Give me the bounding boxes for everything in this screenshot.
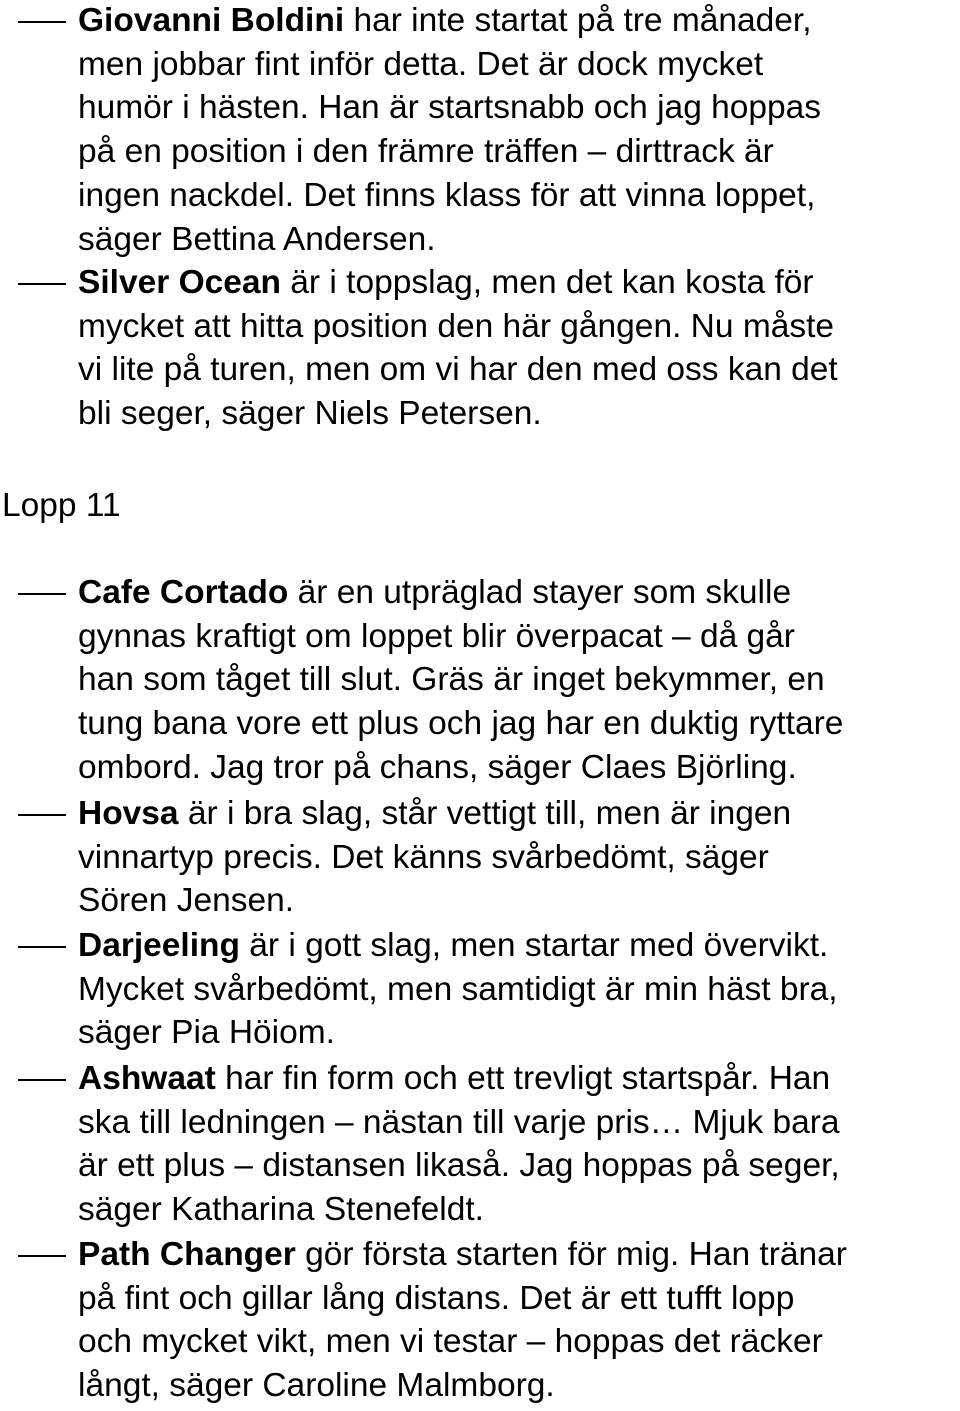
comment-line: långt, säger Caroline Malmborg. <box>78 1367 555 1405</box>
comment-line: Giovanni Boldini har inte startat på tre månader, <box>78 2 812 39</box>
comment-line: säger Bettina Andersen. <box>78 220 436 258</box>
comment-line: säger Pia Höiom. <box>78 1014 335 1052</box>
comment-line: vinnartyp precis. Det känns svårbedömt, säger <box>78 838 769 876</box>
comment-text <box>78 0 958 261</box>
comment-line: ombord. Jag tror på chans, säger Claes Björling. <box>78 748 797 786</box>
horse-name: Darjeeling <box>78 927 240 964</box>
comment-line: säger Katharina Stenefeldt. <box>78 1191 484 1229</box>
comment-line: på fint och gillar lång distans. Det är ett tufft lopp <box>78 1279 795 1317</box>
comment-line: mycket att hitta position den här gången. Nu måste <box>78 307 835 345</box>
horse-name: Cafe Cortado <box>78 574 289 611</box>
comment-line: vi lite på turen, men om vi har den med oss kan det <box>78 351 838 389</box>
comment-line: humör i hästen. Han är startsnabb och jag hoppas <box>78 89 822 127</box>
comment-line: Sören Jensen. <box>78 882 295 920</box>
comment-text <box>78 924 958 1055</box>
comment-line: gynnas kraftigt om loppet blir överpacat – då går <box>78 617 795 655</box>
comment-text <box>78 1057 958 1232</box>
horse-name: Ashwaat <box>78 1060 216 1097</box>
comment-line: Cafe Cortado är en utpräglad stayer som skulle <box>78 574 792 611</box>
comment-line: ska till ledningen – nästan till varje pris… Mjuk bara <box>78 1103 840 1141</box>
comment-line: tung bana vore ett plus och jag har en duktig ryttare <box>78 705 844 743</box>
comment-line: men jobbar fint inför detta. Det är dock mycket <box>78 45 764 83</box>
comment-text <box>78 792 958 923</box>
comment-line: Mycket svårbedömt, men samtidigt är min häst bra, <box>78 970 838 1008</box>
horse-name: Silver Ocean <box>78 264 281 301</box>
comment-line: Hovsa är i bra slag, står vettigt till, men är ingen <box>78 795 792 832</box>
comment-line: är ett plus – distansen likaså. Jag hoppas på seger, <box>78 1147 840 1185</box>
horse-name: Giovanni Boldini <box>78 2 345 39</box>
comment-text <box>78 261 958 436</box>
comment-text <box>78 1233 958 1408</box>
comment-line: Darjeeling är i gott slag, men startar med övervikt. <box>78 927 829 964</box>
horse-name: Hovsa <box>78 795 179 832</box>
comment-line: på en position i den främre träffen – dirttrack är <box>78 133 774 171</box>
comment-text <box>78 571 958 790</box>
comment-line: Silver Ocean är i toppslag, men det kan kosta för <box>78 264 814 301</box>
comment-line: han som tåget till slut. Gräs är inget bekymmer, en <box>78 661 825 699</box>
comment-line: Ashwaat har fin form och ett trevligt startspår. Han <box>78 1060 831 1097</box>
comment-line: och mycket vikt, men vi testar – hoppas det räcker <box>78 1323 823 1361</box>
comment-line: bli seger, säger Niels Petersen. <box>78 395 542 433</box>
comment-line: Path Changer gör första starten för mig. Han tränar <box>78 1236 847 1273</box>
section-heading: Lopp 11 <box>2 487 121 524</box>
horse-name: Path Changer <box>78 1236 296 1273</box>
comment-line: ingen nackdel. Det finns klass för att vinna loppet, <box>78 176 816 214</box>
